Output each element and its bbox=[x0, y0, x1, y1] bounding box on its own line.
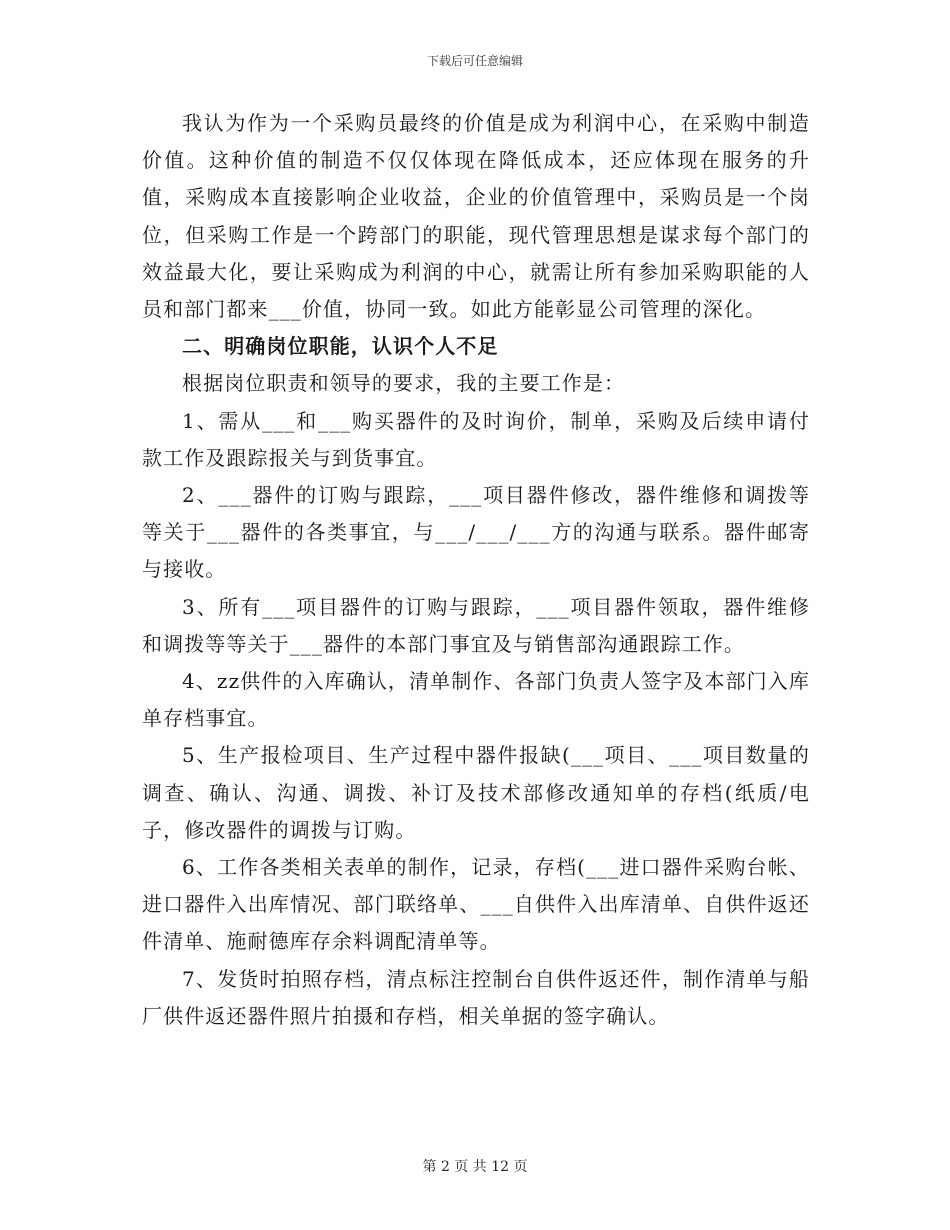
page-header: 下载后可任意编辑 bbox=[426, 54, 523, 68]
intro-paragraph: 我认为作为一个采购员最终的价值是成为利润中心，在采购中制造价值。这种价值的制造不仅仅体现在降低成本，还应体现在服务的升值，采购成本直接影响企业收益，企业的价值管理中，采购员是一个岗位，但采购工作是一个跨部门的职能，现代管理思想是谋求每个部门的效益最大化，要让采购成为利润的中心，就需让所有参加采购职能的人员和部门都来___价值，协同一致。如此方能彰显公司管理的深化。 bbox=[142, 111, 810, 322]
list-item: 4、zz供件的入库确认，清单制作、各部门负责人签字及本部门入库单存档事宜。 bbox=[142, 669, 810, 731]
list-item: 5、生产报检项目、生产过程中器件报缺(___项目、___项目数量的调查、确认、沟通、调拨、补订及技术部修改通知单的存档(纸质/电子，修改器件的调拨与订购。 bbox=[142, 743, 810, 842]
document-body bbox=[142, 105, 810, 1035]
list-item: 3、所有___项目器件的订购与跟踪，___项目器件领取，器件维修和调拨等等关于___器件的本部门事宜及与销售部沟通跟踪工作。 bbox=[142, 594, 810, 656]
lead-paragraph: 根据岗位职责和领导的要求，我的主要工作是： bbox=[182, 371, 626, 396]
section-heading: 二、明确岗位职能，认识个人不足 bbox=[182, 334, 499, 359]
list-item: 2、___器件的订购与跟踪，___项目器件修改，器件维修和调拨等等关于___器件的各类事宜，与___/___/___方的沟通与联系。器件邮寄与接收。 bbox=[142, 483, 810, 582]
list-item: 7、发货时拍照存档，清点标注控制台自供件返还件，制作清单与船厂供件返还器件照片拍摄和存档，相关单据的签字确认。 bbox=[142, 966, 810, 1028]
list-item: 1、需从___和___购买器件的及时询价，制单，采购及后续申请付款工作及跟踪报关与到货事宜。 bbox=[142, 408, 810, 470]
list-item: 6、工作各类相关表单的制作，记录，存档(___进口器件采购台帐、进口器件入出库情况、部门联络单、___自供件入出库清单、自供件返还件清单、施耐德库存余料调配清单等。 bbox=[142, 855, 810, 954]
page-number: 第 2 页 共 12 页 bbox=[422, 1159, 528, 1175]
